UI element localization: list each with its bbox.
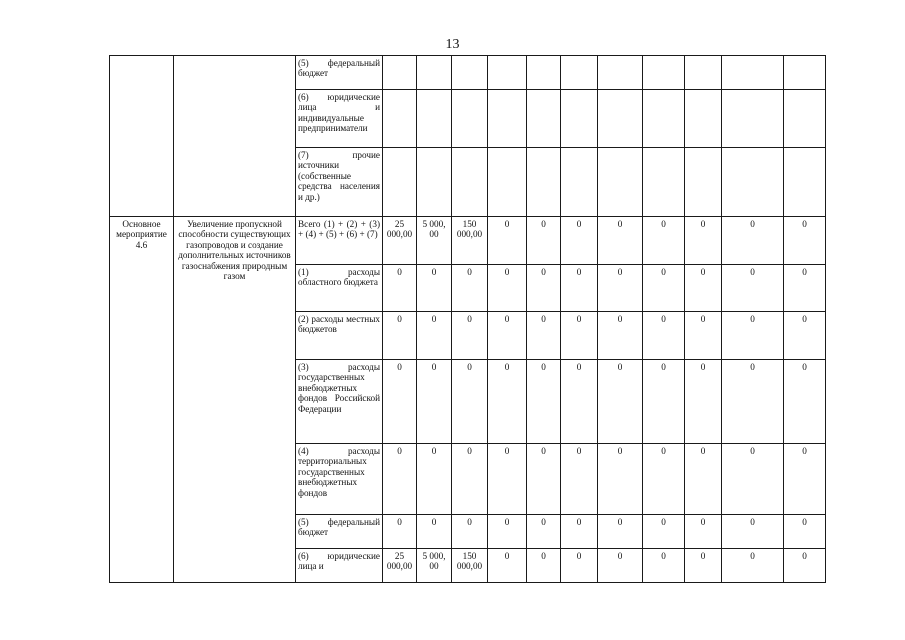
value-cell: 0 (417, 312, 452, 360)
value-cell: 0 (598, 265, 643, 312)
value-cell: 0 (561, 217, 598, 265)
value-cell: 0 (685, 312, 722, 360)
value-cell: 0 (598, 549, 643, 583)
value-cell (598, 56, 643, 90)
table-row (110, 56, 826, 90)
value-cell: 0 (383, 515, 417, 549)
value-cell (561, 148, 598, 217)
value-cell (598, 148, 643, 217)
value-cell: 0 (488, 265, 527, 312)
value-cell (643, 90, 685, 148)
value-cell: 0 (383, 312, 417, 360)
value-cell: 0 (527, 312, 561, 360)
page-number: 13 (445, 37, 460, 52)
value-cell: 0 (598, 360, 643, 444)
funding-source-cell: (2) расходы местных бюджетов (296, 312, 383, 360)
value-cell: 0 (527, 444, 561, 515)
value-cell (527, 90, 561, 148)
value-cell (383, 90, 417, 148)
value-cell (685, 90, 722, 148)
value-cell (784, 56, 826, 90)
value-cell: 0 (561, 265, 598, 312)
value-cell: 0 (722, 444, 784, 515)
value-cell (417, 148, 452, 217)
value-cell: 0 (417, 515, 452, 549)
value-cell: 0 (527, 265, 561, 312)
funding-source-cell: (4) расходы территориальных государственных внебюджетных фондов (296, 444, 383, 515)
value-cell (784, 90, 826, 148)
budget-table (109, 55, 826, 583)
value-cell: 0 (561, 549, 598, 583)
value-cell: 0 (452, 265, 488, 312)
value-cell: 0 (722, 360, 784, 444)
value-cell: 0 (784, 549, 826, 583)
value-cell: 0 (722, 549, 784, 583)
value-cell (561, 56, 598, 90)
value-cell: 0 (685, 217, 722, 265)
value-cell: 0 (488, 217, 527, 265)
value-cell: 0 (561, 312, 598, 360)
funding-source-cell: (6) юридические лица и (296, 549, 383, 583)
value-cell (417, 56, 452, 90)
value-cell: 0 (685, 265, 722, 312)
value-cell: 0 (598, 444, 643, 515)
value-cell: 0 (722, 265, 784, 312)
value-cell: 0 (784, 515, 826, 549)
value-cell: 0 (598, 217, 643, 265)
value-cell: 0 (488, 312, 527, 360)
measure-description-cell: Увеличение пропускной способности существующих газопроводов и создание дополнительных источников газоснабжения природным газом (174, 217, 296, 583)
value-cell: 0 (527, 217, 561, 265)
funding-source-cell: Всего (1) + (2) + (3) + (4) + (5) + (6) + (7) (296, 217, 383, 265)
value-cell: 0 (685, 549, 722, 583)
value-cell: 0 (722, 515, 784, 549)
value-cell: 0 (784, 217, 826, 265)
value-cell: 0 (417, 265, 452, 312)
value-cell: 0 (561, 515, 598, 549)
value-cell: 0 (643, 444, 685, 515)
value-cell: 0 (527, 515, 561, 549)
value-cell: 0 (452, 444, 488, 515)
value-cell: 0 (488, 360, 527, 444)
value-cell: 0 (643, 312, 685, 360)
value-cell: 0 (643, 360, 685, 444)
value-cell: 0 (784, 312, 826, 360)
value-cell (417, 90, 452, 148)
value-cell: 0 (488, 444, 527, 515)
value-cell (598, 90, 643, 148)
table-row (110, 217, 826, 265)
value-cell (722, 90, 784, 148)
value-cell (685, 148, 722, 217)
value-cell (643, 56, 685, 90)
value-cell: 0 (722, 312, 784, 360)
value-cell: 0 (643, 217, 685, 265)
value-cell (452, 90, 488, 148)
budget-table-body (110, 56, 826, 583)
value-cell: 0 (685, 360, 722, 444)
funding-source-cell: (5) федеральный бюджет (296, 515, 383, 549)
value-cell (527, 148, 561, 217)
value-cell: 5 000, 00 (417, 217, 452, 265)
value-cell (488, 56, 527, 90)
value-cell: 0 (784, 265, 826, 312)
measure-description-cell (174, 56, 296, 217)
value-cell: 0 (722, 217, 784, 265)
value-cell: 150 000,00 (452, 217, 488, 265)
value-cell (452, 56, 488, 90)
value-cell: 0 (643, 515, 685, 549)
value-cell: 5 000, 00 (417, 549, 452, 583)
value-cell (488, 148, 527, 217)
value-cell (383, 148, 417, 217)
funding-source-cell: (6) юридические лица и индивидуальные предприниматели (296, 90, 383, 148)
value-cell: 25 000,00 (383, 549, 417, 583)
value-cell: 0 (417, 360, 452, 444)
measure-name-cell: Основное мероприятие 4.6 (110, 217, 174, 583)
value-cell: 0 (383, 265, 417, 312)
value-cell (643, 148, 685, 217)
value-cell: 0 (488, 549, 527, 583)
funding-source-cell: (3) расходы государственных внебюджетных фондов Российской Федерации (296, 360, 383, 444)
value-cell (722, 56, 784, 90)
value-cell (527, 56, 561, 90)
value-cell: 0 (784, 444, 826, 515)
funding-source-cell: (5) федеральный бюджет (296, 56, 383, 90)
value-cell: 0 (527, 549, 561, 583)
value-cell: 0 (643, 265, 685, 312)
value-cell: 0 (383, 360, 417, 444)
value-cell: 0 (452, 515, 488, 549)
value-cell (561, 90, 598, 148)
value-cell: 0 (417, 444, 452, 515)
value-cell: 25 000,00 (383, 217, 417, 265)
value-cell (488, 90, 527, 148)
value-cell: 0 (452, 312, 488, 360)
funding-source-cell: (1) расходы областного бюджета (296, 265, 383, 312)
measure-name-cell (110, 56, 174, 217)
value-cell: 0 (488, 515, 527, 549)
value-cell: 0 (561, 360, 598, 444)
value-cell: 0 (643, 549, 685, 583)
funding-source-cell: (7) прочие источники (собственные средства населения и др.) (296, 148, 383, 217)
value-cell: 0 (784, 360, 826, 444)
value-cell: 0 (383, 444, 417, 515)
value-cell (685, 56, 722, 90)
value-cell (383, 56, 417, 90)
value-cell: 0 (598, 515, 643, 549)
value-cell (784, 148, 826, 217)
value-cell: 150 000,00 (452, 549, 488, 583)
value-cell: 0 (561, 444, 598, 515)
value-cell (722, 148, 784, 217)
value-cell: 0 (452, 360, 488, 444)
value-cell: 0 (527, 360, 561, 444)
value-cell: 0 (598, 312, 643, 360)
value-cell: 0 (685, 515, 722, 549)
value-cell (452, 148, 488, 217)
value-cell: 0 (685, 444, 722, 515)
